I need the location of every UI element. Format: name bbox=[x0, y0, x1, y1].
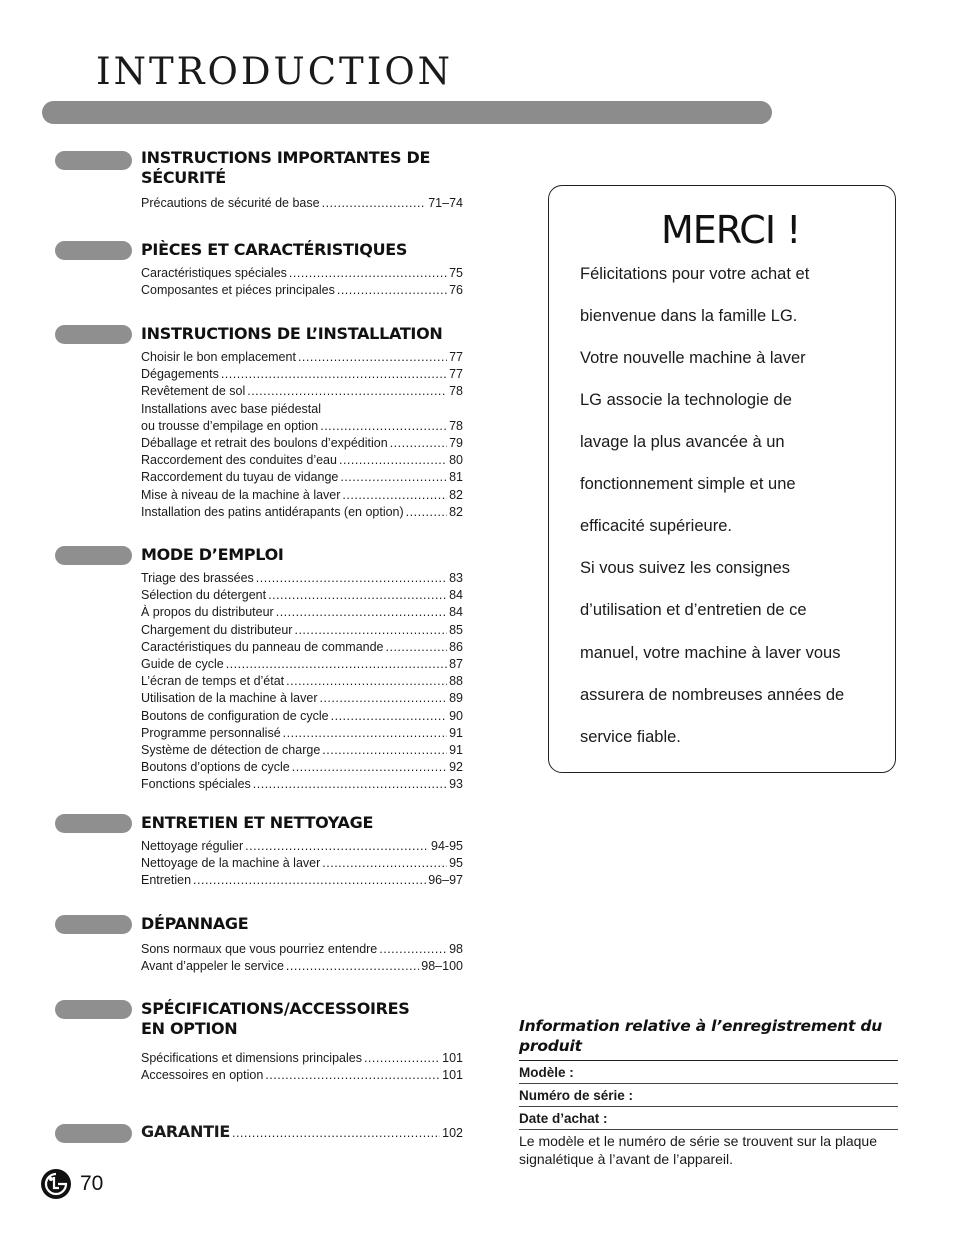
toc-entry[interactable]: Avant d’appeler le service ..... 98–100 bbox=[141, 958, 463, 975]
section-pill bbox=[55, 1000, 132, 1019]
section-title: INSTRUCTIONS IMPORTANTES DE SÉCURITÉ bbox=[141, 148, 431, 187]
toc-entry[interactable]: Triage des brassées ..... 83 bbox=[141, 570, 463, 587]
merci-text-line: Si vous suivez les consignes bbox=[580, 559, 791, 577]
toc-entry[interactable]: Mise à niveau de la machine à laver ..... 82 bbox=[141, 487, 463, 504]
toc-entry[interactable]: Sons normaux que vous pourriez entendre ..... 98 bbox=[141, 941, 463, 958]
toc-entry[interactable]: Fonctions spéciales ..... 93 bbox=[141, 776, 463, 793]
registration-note: Le modèle et le numéro de série se trouvent sur la plaque signalétique à l’avant de l’appareil. bbox=[519, 1133, 877, 1167]
page-title: INTRODUCTION bbox=[96, 50, 454, 93]
toc-entry[interactable]: Caractéristiques spéciales ..... 75 bbox=[141, 265, 463, 282]
serial-number-field[interactable]: Numéro de série : bbox=[519, 1084, 898, 1107]
toc-entry[interactable]: Entretien ..... 96–97 bbox=[141, 872, 463, 889]
merci-text-line: assurera de nombreuses années de bbox=[580, 686, 845, 704]
purchase-date-field[interactable]: Date d’achat : bbox=[519, 1107, 898, 1130]
toc-entry[interactable]: Installations avec base piédestal bbox=[141, 401, 321, 416]
section-title: MODE D’EMPLOI bbox=[141, 545, 284, 564]
toc-entry[interactable]: Raccordement du tuyau de vidange ..... 81 bbox=[141, 469, 463, 486]
toc-entry[interactable]: Utilisation de la machine à laver ..... 89 bbox=[141, 690, 463, 707]
section-pill bbox=[55, 151, 132, 170]
section-entries bbox=[141, 838, 463, 890]
toc-entry[interactable]: L’écran de temps et d’état ..... 88 bbox=[141, 673, 463, 690]
toc-entry[interactable]: Composantes et piéces principales ..... 76 bbox=[141, 282, 463, 299]
toc-entry[interactable]: Installation des patins antidérapants (en option) ..... 82 bbox=[141, 504, 463, 521]
toc-entry[interactable]: Boutons d’options de cycle ..... 92 bbox=[141, 759, 463, 776]
section-entries bbox=[141, 195, 463, 212]
registration-info bbox=[519, 1016, 898, 1168]
toc-entry[interactable]: Spécifications et dimensions principales ..... 101 bbox=[141, 1050, 463, 1067]
section-entries bbox=[141, 349, 463, 521]
toc-entry[interactable]: Déballage et retrait des boulons d’expédition ..... 79 bbox=[141, 435, 463, 452]
section-pill bbox=[55, 814, 132, 833]
toc-entry[interactable]: Caractéristiques du panneau de commande ..... 86 bbox=[141, 639, 463, 656]
toc-entry[interactable]: Accessoires en option ..... 101 bbox=[141, 1067, 463, 1084]
toc-entry[interactable]: Programme personnalisé ..... 91 bbox=[141, 725, 463, 742]
merci-box bbox=[548, 185, 896, 773]
toc-entry[interactable]: Précautions de sécurité de base ..... 71–74 bbox=[141, 195, 463, 212]
toc-entry[interactable]: Raccordement des conduites d’eau ..... 80 bbox=[141, 452, 463, 469]
merci-text-line: d’utilisation et d’entretien de ce bbox=[580, 601, 807, 619]
section-pill bbox=[55, 915, 132, 934]
toc-entry[interactable]: Système de détection de charge ..... 91 bbox=[141, 742, 463, 759]
section-title: GARANTIE bbox=[141, 1122, 231, 1141]
section-entries bbox=[141, 265, 463, 299]
merci-text-line: Votre nouvelle machine à laver bbox=[580, 349, 806, 367]
merci-text-line: LG associe la technologie de bbox=[580, 391, 792, 409]
merci-text-line: lavage la plus avancée à un bbox=[580, 433, 785, 451]
section-title: SPÉCIFICATIONS/ACCESSOIRES EN OPTION bbox=[141, 999, 410, 1038]
toc-entry[interactable]: Boutons de configuration de cycle ..... 90 bbox=[141, 708, 463, 725]
section-pill bbox=[55, 546, 132, 565]
toc-entry[interactable]: À propos du distributeur ..... 84 bbox=[141, 604, 463, 621]
merci-text-line: efficacité supérieure. bbox=[580, 517, 732, 535]
merci-text-line: Félicitations pour votre achat et bbox=[580, 265, 810, 283]
toc-entry[interactable]: Dégagements ..... 77 bbox=[141, 366, 463, 383]
section-pill bbox=[55, 325, 132, 344]
section-title: INSTRUCTIONS DE L’INSTALLATION bbox=[141, 324, 443, 343]
toc-entry[interactable]: Chargement du distributeur ..... 85 bbox=[141, 622, 463, 639]
toc-entry[interactable]: Nettoyage régulier ..... 94-95 bbox=[141, 838, 463, 855]
lg-logo-icon bbox=[40, 1168, 72, 1200]
section-title: PIÈCES ET CARACTÉRISTIQUES bbox=[141, 240, 408, 259]
toc-entry[interactable]: Guide de cycle ..... 87 bbox=[141, 656, 463, 673]
merci-title: MERCI ! bbox=[661, 208, 801, 252]
toc-entry[interactable]: Revêtement de sol ..... 78 bbox=[141, 383, 463, 400]
section-pill bbox=[55, 1124, 132, 1143]
toc-entry[interactable]: Sélection du détergent ..... 84 bbox=[141, 587, 463, 604]
toc-entry[interactable]: Choisir le bon emplacement ..... 77 bbox=[141, 349, 463, 366]
section-pill bbox=[55, 241, 132, 260]
page-ref: 102 bbox=[442, 1126, 463, 1140]
section-title: DÉPANNAGE bbox=[141, 914, 249, 933]
section-title: ENTRETIEN ET NETTOYAGE bbox=[141, 813, 374, 832]
model-field[interactable]: Modèle : bbox=[519, 1061, 898, 1084]
section-entries bbox=[141, 941, 463, 975]
toc-entry[interactable]: ou trousse d’empilage en option ..... 78 bbox=[141, 418, 463, 435]
merci-text-line: bienvenue dans la famille LG. bbox=[580, 307, 798, 325]
header-bar bbox=[42, 101, 772, 124]
section-entries bbox=[141, 570, 463, 794]
toc-entry[interactable]: Nettoyage de la machine à laver ..... 95 bbox=[141, 855, 463, 872]
merci-text-line: fonctionnement simple et une bbox=[580, 475, 796, 493]
section-entries bbox=[141, 1050, 463, 1084]
page-number: 70 bbox=[80, 1172, 104, 1195]
toc-entry-garantie[interactable] bbox=[141, 1122, 463, 1141]
merci-text-line: manuel, votre machine à laver vous bbox=[580, 644, 841, 662]
registration-title: Information relative à l’enregistrement du produit bbox=[519, 1017, 883, 1055]
merci-text-line: service fiable. bbox=[580, 728, 681, 746]
